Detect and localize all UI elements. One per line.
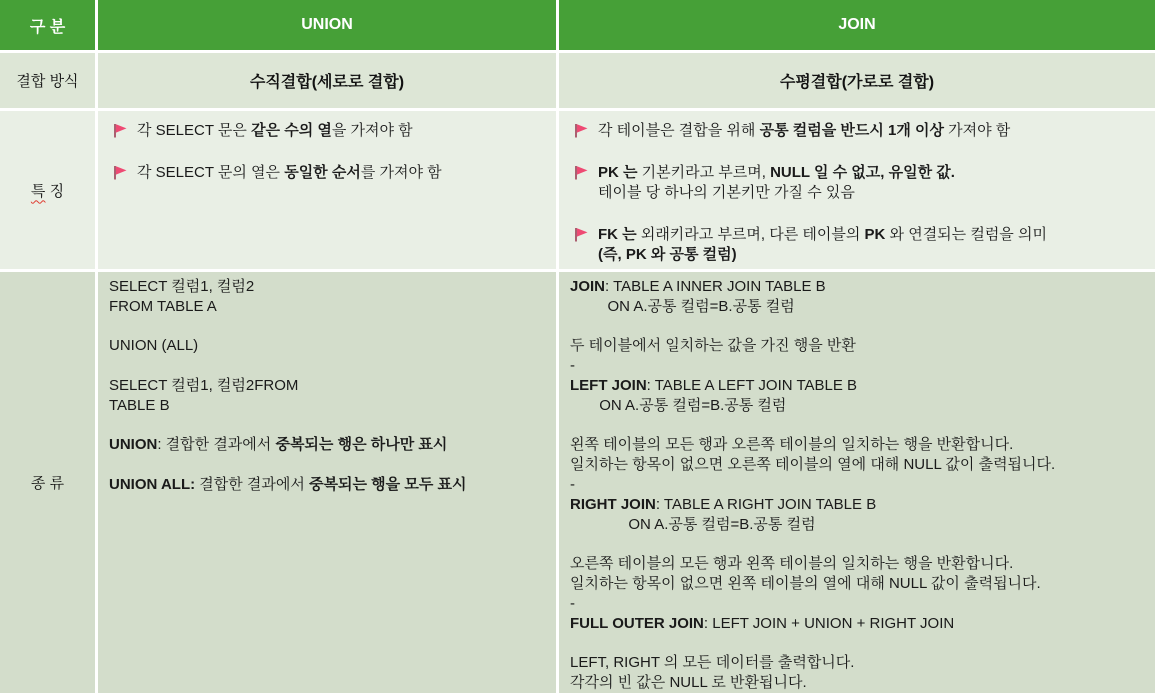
text-line bbox=[109, 396, 548, 416]
text-segment: FROM TABLE A bbox=[109, 297, 217, 315]
bullet-item bbox=[573, 163, 1147, 203]
text-segment: 중복되는 행은 하나만 표시 bbox=[275, 436, 448, 454]
text-line bbox=[570, 534, 1147, 554]
text-segment: SELECT 컬럼1, 컬럼2FROM bbox=[109, 376, 299, 394]
text-line bbox=[570, 653, 1147, 673]
text-segment: 을 가져야 함 bbox=[331, 122, 413, 139]
flag-icon bbox=[112, 165, 128, 181]
text-segment: 중복되는 행을 모두 표시 bbox=[309, 475, 467, 493]
method-row-label: 결합 방식 bbox=[16, 73, 79, 90]
method-row-label-cell bbox=[0, 53, 95, 108]
text-line bbox=[570, 396, 1147, 416]
header-cell-category bbox=[0, 0, 95, 50]
header-cell-join bbox=[559, 0, 1155, 50]
text-segment: LEFT JOIN bbox=[570, 376, 647, 394]
text-segment: 동일한 순서 bbox=[284, 164, 361, 181]
header-join-label: JOIN bbox=[838, 16, 876, 33]
text-line bbox=[570, 475, 1147, 495]
text-line bbox=[570, 574, 1147, 594]
text-line bbox=[109, 475, 548, 495]
text-segment: : TABLE A INNER JOIN TABLE B bbox=[605, 278, 826, 295]
text-segment: ON A.공통 컬럼=B.공통 컬럼 bbox=[570, 515, 816, 533]
text-segment: - bbox=[570, 475, 575, 493]
text-line bbox=[109, 277, 548, 297]
misspelled-word: 특 bbox=[30, 182, 46, 200]
features-row-label-rest: 징 bbox=[45, 182, 65, 200]
text-line bbox=[570, 277, 1147, 297]
text-line bbox=[598, 183, 955, 203]
text-line bbox=[570, 515, 1147, 535]
text-segment: - bbox=[570, 594, 575, 612]
method-join-value: 수평결합(가로로 결합) bbox=[779, 74, 935, 91]
text-segment: 일치하는 항목이 없으면 오른쪽 테이블의 열에 대해 NULL 값이 출력됩니다. bbox=[570, 456, 1056, 474]
text-segment: TABLE B bbox=[109, 396, 170, 414]
text-segment: : LEFT JOIN + UNION + RIGHT JOIN bbox=[703, 614, 955, 632]
text-line bbox=[598, 225, 1047, 245]
text-line bbox=[598, 163, 955, 183]
bullet-text bbox=[598, 225, 1047, 265]
text-segment: FULL OUTER JOIN bbox=[570, 614, 704, 632]
text-line bbox=[598, 121, 1010, 141]
text-line bbox=[570, 317, 1147, 337]
text-segment: 를 가져야 함 bbox=[360, 164, 442, 181]
text-line bbox=[570, 554, 1147, 574]
types-union-cell bbox=[98, 272, 556, 693]
bullet-item bbox=[112, 121, 548, 141]
text-segment: UNION bbox=[109, 436, 158, 454]
text-line bbox=[137, 163, 442, 183]
text-line bbox=[570, 614, 1147, 634]
features-union-cell bbox=[98, 111, 556, 269]
header-category-label: 구 분 bbox=[29, 18, 66, 36]
types-join-cell bbox=[559, 272, 1155, 693]
text-line bbox=[570, 297, 1147, 317]
text-segment: 테이블 당 하나의 기본키만 가질 수 있음 bbox=[598, 184, 855, 201]
text-segment: UNION ALL: bbox=[109, 475, 196, 493]
text-line bbox=[570, 435, 1147, 455]
flag-icon bbox=[112, 123, 128, 139]
text-segment: : 결합한 결과에서 bbox=[157, 436, 276, 454]
text-segment: UNION (ALL) bbox=[109, 337, 199, 355]
text-segment: 각 테이블은 결합을 위해 bbox=[598, 122, 760, 139]
text-segment: 가져야 함 bbox=[943, 122, 1011, 139]
text-line bbox=[570, 673, 1147, 693]
text-segment: 두 테이블에서 일치하는 값을 가진 행을 반환 bbox=[570, 337, 856, 355]
bullet-item bbox=[112, 163, 548, 183]
text-segment: JOIN bbox=[570, 278, 606, 295]
text-line bbox=[570, 336, 1147, 356]
text-segment: RIGHT JOIN bbox=[570, 495, 656, 513]
text-line bbox=[137, 121, 413, 141]
text-segment: FK 는 bbox=[598, 226, 637, 243]
text-line bbox=[109, 297, 548, 317]
text-segment: ON A.공통 컬럼=B.공통 컬럼 bbox=[570, 297, 795, 315]
features-row-label bbox=[31, 180, 64, 201]
bullet-text bbox=[137, 121, 413, 141]
bullet-text bbox=[598, 163, 955, 203]
text-segment: NULL 일 수 없고, 유일한 값. bbox=[770, 164, 955, 181]
features-row-label-cell bbox=[0, 111, 95, 269]
method-union-value: 수직결합(세로로 결합) bbox=[249, 74, 405, 91]
text-line bbox=[570, 356, 1147, 376]
header-cell-union bbox=[98, 0, 556, 50]
text-line bbox=[570, 416, 1147, 436]
text-line bbox=[570, 376, 1147, 396]
text-segment: 각각의 빈 값은 NULL 로 반환됩니다. bbox=[570, 673, 807, 691]
bullet-text bbox=[137, 163, 442, 183]
text-segment: 각 SELECT 문의 열은 bbox=[137, 164, 285, 181]
text-segment: (즉, PK 와 공통 컬럼) bbox=[598, 246, 737, 263]
text-segment: 각 SELECT 문은 bbox=[137, 122, 252, 139]
flag-icon bbox=[573, 165, 589, 181]
text-line bbox=[109, 356, 548, 376]
text-segment: PK 는 bbox=[598, 164, 638, 181]
text-segment: 같은 수의 열 bbox=[251, 122, 332, 139]
text-segment: 결합한 결과에서 bbox=[195, 475, 310, 493]
text-segment: 공통 컬럼을 반드시 1개 이상 bbox=[759, 122, 944, 139]
text-line bbox=[109, 376, 548, 396]
features-join-cell bbox=[559, 111, 1155, 269]
text-segment: SELECT 컬럼1, 컬럼2 bbox=[109, 278, 255, 295]
text-segment: PK bbox=[864, 226, 886, 243]
text-line bbox=[570, 594, 1147, 614]
text-line bbox=[109, 416, 548, 436]
text-line bbox=[109, 435, 548, 455]
text-line bbox=[570, 455, 1147, 475]
bullet-item bbox=[573, 121, 1147, 141]
text-line bbox=[598, 245, 1047, 265]
flag-icon bbox=[573, 123, 589, 139]
method-union-cell bbox=[98, 53, 556, 108]
method-join-cell bbox=[559, 53, 1155, 108]
text-segment: 외래키라고 부르며, 다른 테이블의 bbox=[636, 226, 865, 243]
text-segment: LEFT, RIGHT 의 모든 데이터를 출력합니다. bbox=[570, 654, 855, 672]
bullet-item bbox=[573, 225, 1147, 265]
text-line bbox=[570, 495, 1147, 515]
text-segment: 왼쪽 테이블의 모든 행과 오른쪽 테이블의 일치하는 행을 반환합니다. bbox=[570, 436, 1014, 454]
types-row-label-cell bbox=[0, 272, 95, 693]
text-line bbox=[109, 455, 548, 475]
text-segment: 기본키라고 부르며, bbox=[637, 164, 771, 181]
text-line bbox=[109, 317, 548, 337]
text-segment: 일치하는 항목이 없으면 왼쪽 테이블의 열에 대해 NULL 값이 출력됩니다. bbox=[570, 574, 1041, 592]
text-segment: - bbox=[570, 357, 575, 375]
text-segment: 오른쪽 테이블의 모든 행과 왼쪽 테이블의 일치하는 행을 반환합니다. bbox=[570, 555, 1014, 573]
types-row-label: 종 류 bbox=[30, 475, 65, 492]
header-union-label: UNION bbox=[301, 16, 353, 33]
text-segment: : TABLE A LEFT JOIN TABLE B bbox=[646, 376, 858, 394]
bullet-text bbox=[598, 121, 1010, 141]
text-line bbox=[109, 336, 548, 356]
text-segment: : TABLE A RIGHT JOIN TABLE B bbox=[655, 495, 877, 513]
text-line bbox=[570, 633, 1147, 653]
flag-icon bbox=[573, 227, 589, 243]
text-segment: 와 연결되는 컬럼을 의미 bbox=[885, 226, 1047, 243]
text-segment: ON A.공통 컬럼=B.공통 컬럼 bbox=[570, 396, 787, 414]
